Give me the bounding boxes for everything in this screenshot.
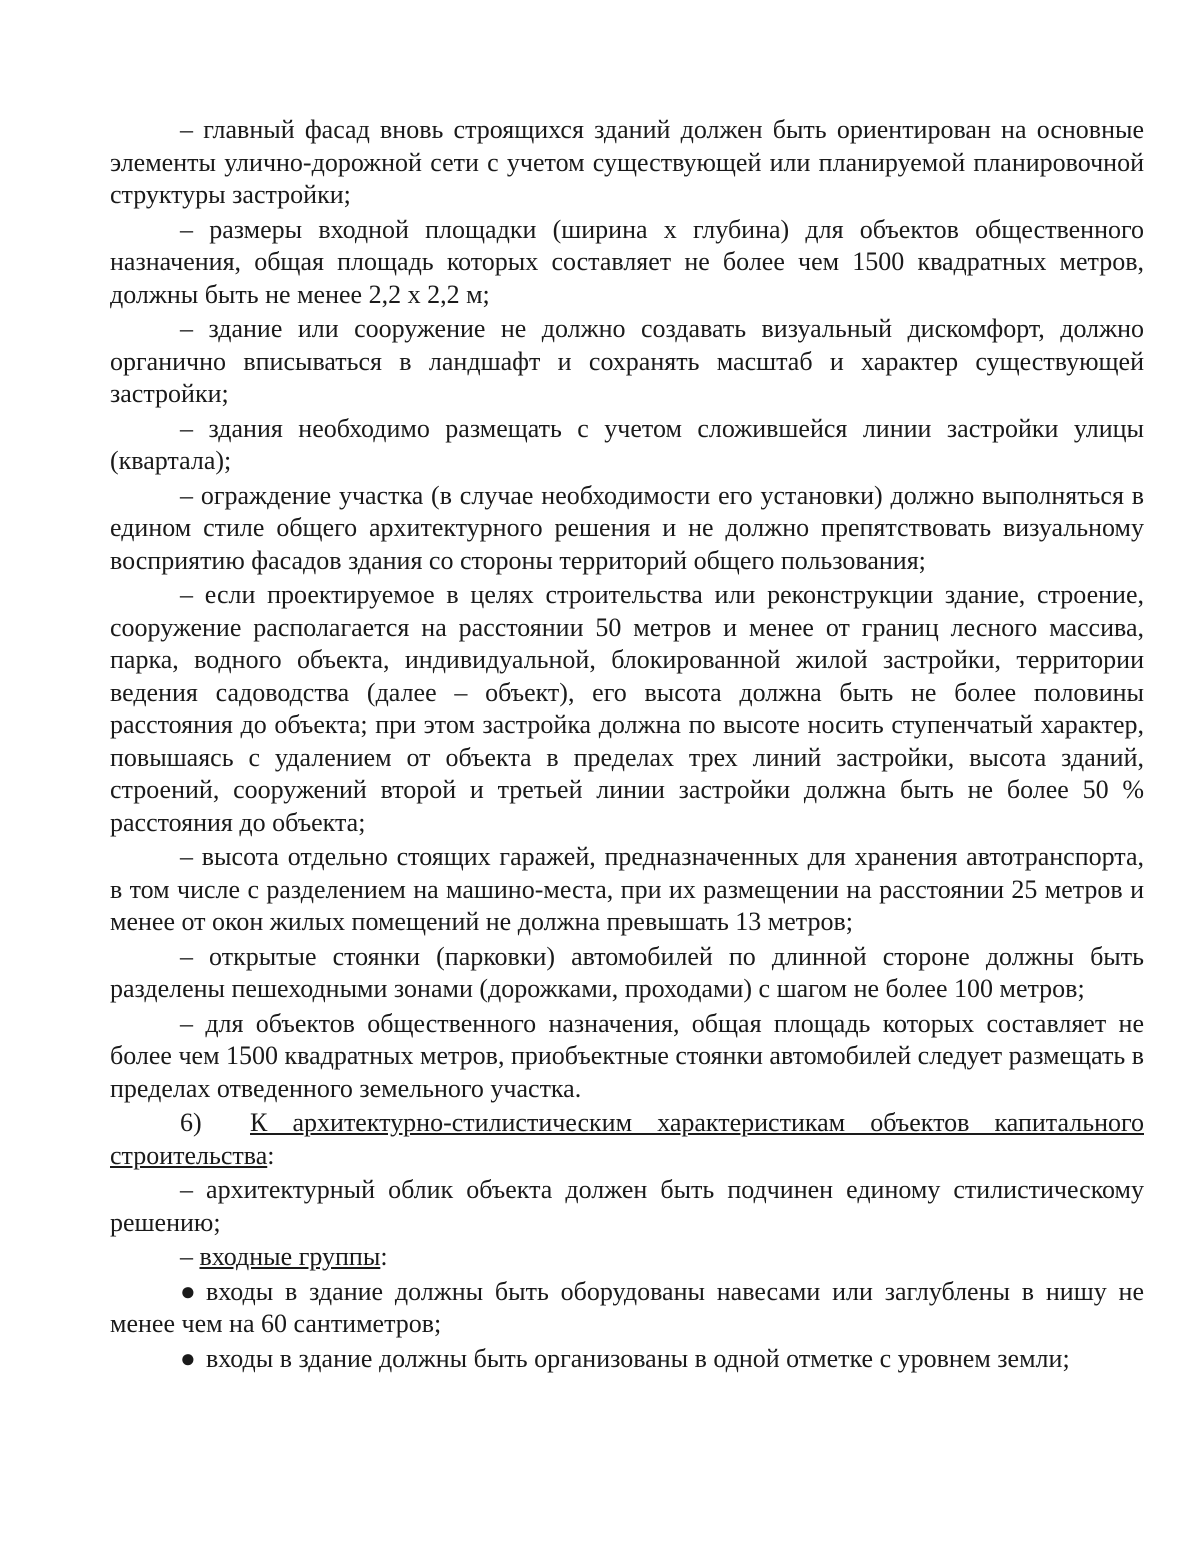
section-number: 6) [180, 1108, 202, 1137]
paragraph-fencing: – ограждение участка (в случае необходимости его установки) должно выполняться в едином стиле общего архитектурного решения и не должно препятствовать визуальному восприятию фасадов здания со стороны территорий общего пользования; [110, 480, 1144, 575]
bullet-item [110, 1343, 1144, 1376]
bullet-text: входы в здание должны быть оборудованы навесами или заглублены в нишу не менее чем на 60 сантиметров; [110, 1276, 1144, 1338]
paragraph-visual-comfort: – здание или сооружение не должно создавать визуальный дискомфорт, должно органично вписываться в ландшафт и сохранять масштаб и характер существующей застройки; [110, 314, 1144, 408]
paragraph-main-facade: – главный фасад вновь строящихся зданий должен быть ориентирован на основные элементы улично-дорожной сети с учетом существующей или планируемой планировочной структуры застройки; [110, 115, 1144, 209]
entry-groups-colon: : [380, 1242, 388, 1271]
bullet-item [110, 1276, 1144, 1341]
bullet-icon: ● [180, 1343, 196, 1373]
paragraph-object-parking: – для объектов общественного назначения, общая площадь которых составляет не более чем 1500 квадратных метров, приобъектные стоянки автомобилей следует размещать в пределах отведенного земельного участка. [110, 1008, 1144, 1103]
paragraph-architectural-style: – архитектурный облик объекта должен быть подчинен единому стилистическому решению; [110, 1175, 1144, 1237]
paragraph-building-line: – здания необходимо размещать с учетом сложившейся линии застройки улицы (квартала); [110, 413, 1144, 475]
paragraph-height-limits: – если проектируемое в целях строительства или реконструкции здание, строение, сооружение располагается на расстоянии 50 метров и менее от границ лесного массива, парка, водного объекта, индивидуальной, блокированной жилой застройки, территории ведения садоводства (далее – объект), его высота должна быть не более половины расстояния до объекта; при этом застройка должна по высоте носить ступенчатый характер, повышаясь с удалением от объекта в пределах трех линий застройки, высота зданий, строений, сооружений второй и третьей линии застройки должна быть не более 50 % расстояния до объекта; [110, 580, 1144, 837]
bullet-text: входы в здание должны быть организованы в одной отметке с уровнем земли; [206, 1343, 1070, 1373]
entry-groups-label: входные группы [199, 1242, 381, 1271]
paragraph-garages: – высота отдельно стоящих гаражей, предназначенных для хранения автотранспорта, в том числе с разделением на машино-места, при их размещении на расстоянии 25 метров и менее от окон жилых помещений не должна превышать 13 метров; [110, 842, 1144, 936]
section-6-heading [110, 1107, 1144, 1172]
paragraph-entrance-platform: – размеры входной площадки (ширина х глубина) для объектов общественного назначения, общая площадь которых составляет не более чем 1500 квадратных метров, должны быть не менее 2,2 х 2,2 м; [110, 214, 1144, 309]
paragraph-parking-zones: – открытые стоянки (парковки) автомобилей по длинной стороне должны быть разделены пешеходными зонами (дорожками, проходами) с шагом не более 100 метров; [110, 941, 1144, 1003]
entry-groups-dash: – [180, 1242, 200, 1271]
section-colon: : [267, 1140, 275, 1170]
document-page [110, 114, 1144, 1375]
entry-groups-heading [110, 1241, 1144, 1274]
bullet-icon: ● [180, 1276, 196, 1306]
section-title: К архитектурно-стилистическим характеристикам объектов капитального строительства [110, 1108, 1144, 1170]
